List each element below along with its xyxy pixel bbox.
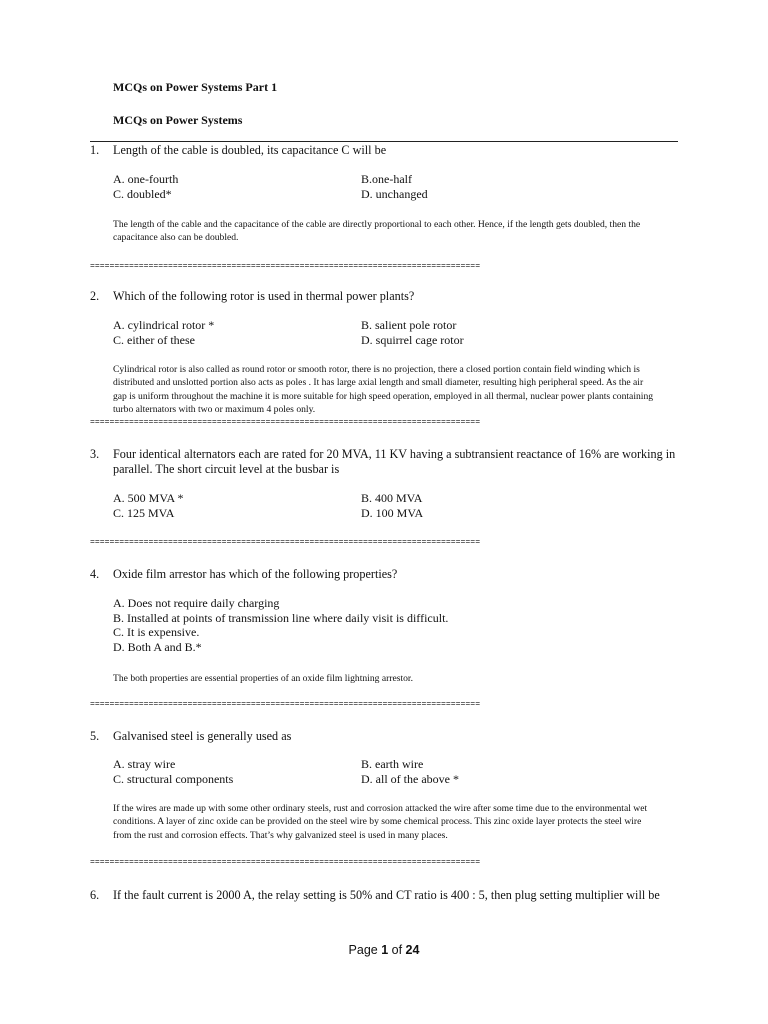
- question-text: Galvanised steel is generally used as: [113, 729, 292, 743]
- option-c: C. 125 MVA: [113, 506, 175, 520]
- question-text: Four identical alternators each are rated for 20 MVA, 11 KV having a subtransient reactance of 16% are working in parallel. The short circuit level at the busbar is: [113, 447, 676, 476]
- question-1-explanation: The length of the cable and the capacitance of the cable are directly proportional to each other. Hence, if the length gets doubled, then the capacitance also can be doubled.: [113, 219, 641, 244]
- question-number: 4.: [90, 567, 100, 581]
- option-a: A. 500 MVA *: [113, 491, 184, 505]
- current-page-number: 1: [381, 943, 389, 957]
- page-label: Page: [348, 943, 382, 957]
- option-c: C. It is expensive.: [113, 625, 200, 640]
- question-number: 5.: [90, 729, 100, 743]
- separator: ================================================================================: [90, 262, 481, 271]
- separator: ================================================================================: [90, 858, 481, 867]
- question-1: [90, 143, 680, 158]
- option-b: B. salient pole rotor: [361, 318, 457, 332]
- question-5: [90, 729, 680, 744]
- question-4-options: [113, 596, 673, 655]
- question-text: Which of the following rotor is used in thermal power plants?: [113, 289, 415, 303]
- option-c: C. either of these: [113, 333, 195, 347]
- question-3-options: [113, 491, 673, 521]
- total-pages-number: 24: [405, 943, 420, 957]
- question-text: Oxide film arrestor has which of the following properties?: [113, 567, 398, 581]
- question-1-options: [113, 172, 673, 202]
- separator: ================================================================================: [90, 538, 481, 547]
- option-d: D. all of the above *: [361, 772, 459, 786]
- question-text: If the fault current is 2000 A, the relay setting is 50% and CT ratio is 400 : 5, then plug setting multiplier will be: [113, 888, 660, 902]
- option-b: B. 400 MVA: [361, 491, 423, 505]
- question-6: [90, 888, 680, 903]
- question-number: 1.: [90, 143, 100, 157]
- option-d: D. Both A and B.*: [113, 640, 202, 655]
- page-of-label: of: [388, 943, 406, 957]
- option-d: D. unchanged: [361, 187, 428, 201]
- option-a: A. stray wire: [113, 757, 176, 771]
- page-footer: [0, 943, 768, 957]
- question-5-options: [113, 757, 673, 787]
- question-2-options: [113, 318, 673, 348]
- option-c: C. structural components: [113, 772, 234, 786]
- separator: ================================================================================: [90, 700, 481, 709]
- question-number: 6.: [90, 888, 100, 902]
- question-number: 3.: [90, 447, 100, 461]
- question-2: [90, 289, 680, 304]
- option-a: A. cylindrical rotor *: [113, 318, 215, 332]
- option-b: B.one-half: [361, 172, 412, 186]
- question-3: [90, 447, 680, 477]
- option-d: D. 100 MVA: [361, 506, 424, 520]
- question-4-explanation: The both properties are essential properties of an oxide film lightning arrestor.: [113, 673, 413, 684]
- question-2-explanation: Cylindrical rotor is also called as round rotor or smooth rotor, there is no projection, there a closed portion contain field winding which is distributed and unslotted portion also acts as poles . It has large axial length and small diameter, resulting high peripheral speed. As the air gap is uniform throughout the machine it is more suitable for high speed operation, employed in all thermal, nuclear power plants containing turbo alternators with two or maximum 4 poles only.: [113, 364, 654, 415]
- document-subtitle: MCQs on Power Systems: [113, 113, 243, 127]
- question-number: 2.: [90, 289, 100, 303]
- separator: ================================================================================: [90, 418, 481, 427]
- question-text: Length of the cable is doubled, its capacitance C will be: [113, 143, 387, 157]
- document-title: MCQs on Power Systems Part 1: [113, 80, 278, 94]
- option-a: A. one-fourth: [113, 172, 179, 186]
- header-rule: [90, 141, 678, 142]
- question-4: [90, 567, 680, 582]
- option-c: C. doubled*: [113, 187, 172, 201]
- option-b: B. earth wire: [361, 757, 424, 771]
- option-d: D. squirrel cage rotor: [361, 333, 464, 347]
- option-b: B. Installed at points of transmission line where daily visit is difficult.: [113, 610, 449, 625]
- question-5-explanation: If the wires are made up with some other ordinary steels, rust and corrosion attacked the wire after some time due to the environmental wet conditions. A layer of zinc oxide can be provided on the steel wire by some chemical process. This zinc oxide layer protects the steel wire from the rust and corrosion effects. That’s why galvanized steel is used in many places.: [113, 803, 648, 841]
- option-a: A. Does not require daily charging: [113, 596, 280, 610]
